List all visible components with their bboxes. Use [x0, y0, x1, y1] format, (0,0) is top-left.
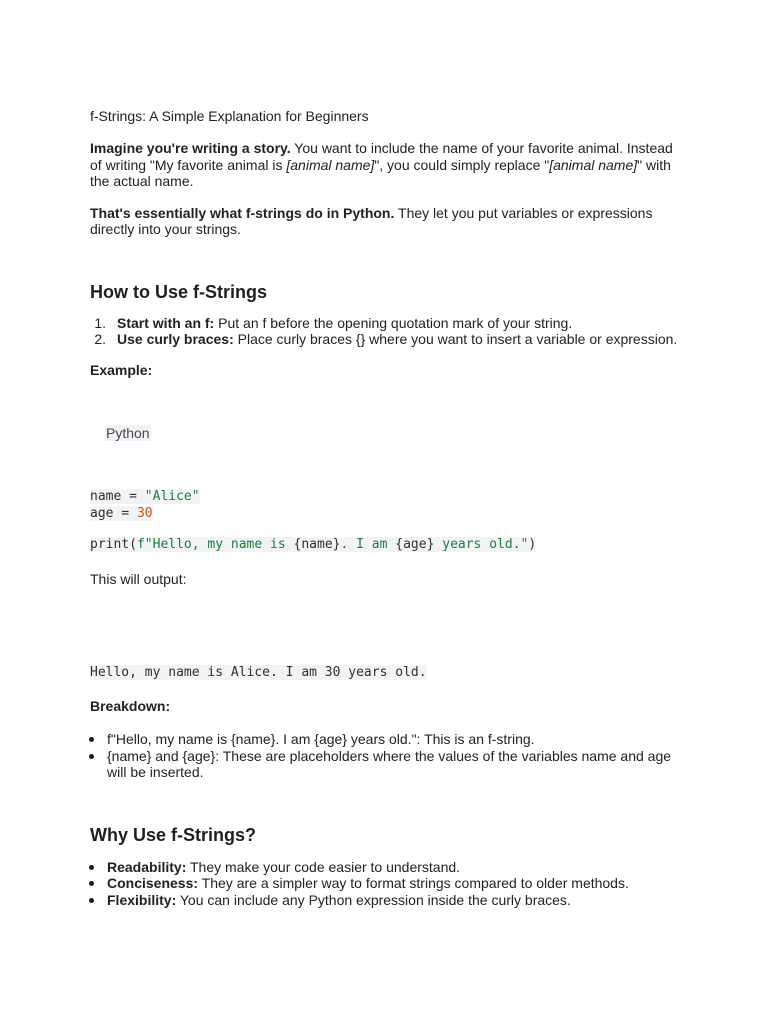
why-item-text: They are a simpler way to format strings compared to older methods. — [198, 875, 629, 891]
code-block — [90, 489, 680, 554]
breakdown-list — [90, 731, 680, 781]
output-text: Hello, my name is Alice. I am 30 years old. — [90, 665, 427, 680]
code-token: name = — [90, 489, 145, 504]
example-label: Example: — [90, 361, 153, 378]
code-token: age = — [90, 505, 137, 521]
why-item-text: They make your code easier to understand. — [186, 858, 461, 875]
step-bold: Start with an f: — [117, 314, 215, 331]
why-item-text: You can include any Python expression inside the curly braces. — [176, 891, 571, 908]
output-line — [90, 665, 680, 682]
intro-italic-placeholder-2: [animal name] — [549, 156, 638, 173]
code-line — [90, 506, 680, 523]
step-item — [90, 331, 680, 348]
document-title: f-Strings: A Simple Explanation for Beginners — [90, 108, 369, 124]
why-item — [90, 859, 680, 876]
code-language-row — [105, 425, 680, 442]
intro2-text: They let you put variables or expressions directly into your strings. — [90, 204, 653, 237]
code-line — [90, 489, 680, 506]
intro-paragraph-story — [90, 140, 680, 190]
why-item — [90, 875, 680, 892]
intro-text-a: You want to include the name of your favorite animal. Instead of writing "My favorite animal is — [90, 140, 673, 173]
output-block — [90, 665, 680, 682]
intro-paragraph-fstrings — [90, 205, 680, 238]
code-token: ) — [528, 537, 537, 552]
code-string-token: . I am — [340, 537, 396, 552]
code-line — [90, 537, 680, 554]
intro-bold-lead: Imagine you're writing a story. — [90, 140, 291, 156]
intro2-bold-lead: That's essentially what f-strings do in Python. — [90, 204, 395, 221]
step-text: Place curly braces {} where you want to insert a variable or expression. — [233, 331, 678, 347]
why-item-bold: Flexibility: — [107, 891, 177, 908]
breakdown-label: Breakdown: — [90, 697, 171, 714]
document-body — [90, 108, 680, 908]
code-token: {name} — [293, 537, 341, 552]
why-item-bold: Conciseness: — [107, 875, 199, 891]
why-list — [90, 859, 680, 909]
step-number: 2. — [94, 331, 106, 347]
heading-how-to-use: How to Use f-Strings — [90, 281, 268, 302]
code-token: {age} — [395, 537, 435, 552]
why-item — [90, 892, 680, 909]
step-item — [90, 315, 680, 332]
code-language-label: Python — [106, 425, 150, 441]
intro-text-c: " with the actual name. — [90, 156, 671, 189]
intro-italic-placeholder-1: [animal name] — [286, 156, 375, 173]
breakdown-item: f"Hello, my name is {name}. I am {age} years old.": This is an f-string. — [90, 731, 680, 748]
why-item-bold: Readability: — [107, 858, 187, 875]
output-label: This will output: — [90, 570, 187, 587]
breakdown-item: {name} and {age}: These are placeholders where the values of the variables name and age will be inserted. — [90, 748, 680, 781]
code-number-token: 30 — [136, 505, 153, 521]
step-text: Put an f before the opening quotation mark of your string. — [214, 314, 573, 331]
intro-text-b: ", you could simply replace " — [374, 156, 550, 173]
code-string-token: "Alice" — [144, 489, 200, 504]
code-string-token: f"Hello, my name is — [136, 537, 294, 552]
steps-list — [90, 315, 680, 348]
heading-why-use: Why Use f-Strings? — [90, 824, 257, 845]
code-string-token: years old." — [434, 537, 529, 552]
code-token: print( — [90, 537, 137, 552]
step-bold: Use curly braces: — [117, 331, 234, 347]
step-number: 1. — [94, 314, 106, 331]
